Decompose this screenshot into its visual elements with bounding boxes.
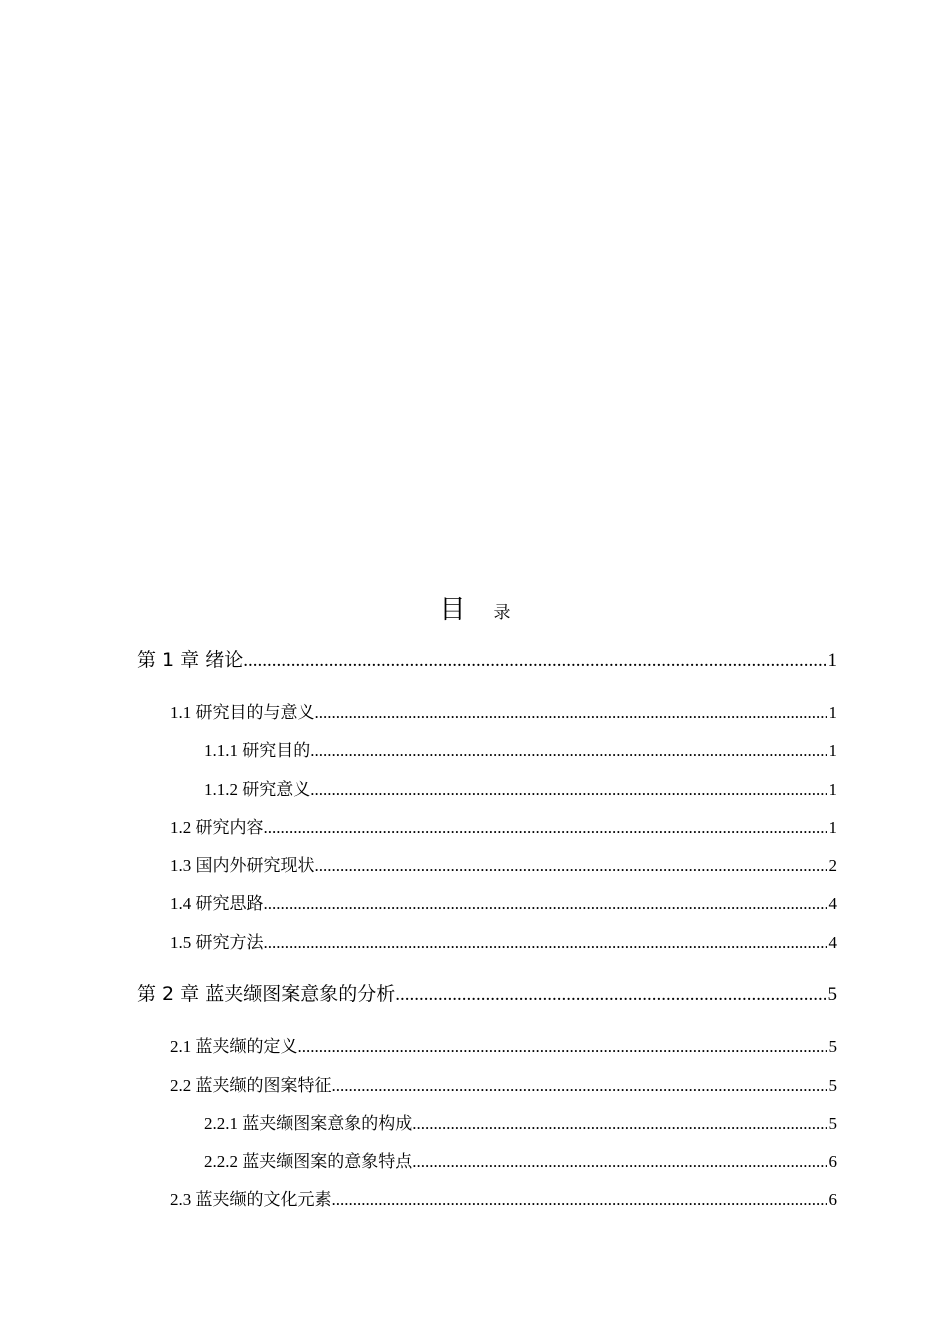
toc-entry-page: 5 bbox=[828, 1114, 837, 1133]
dot-leader bbox=[264, 892, 827, 916]
toc-entry-page: 1 bbox=[828, 780, 837, 799]
toc-entry-label: 1.1 研究目的与意义 bbox=[170, 703, 315, 722]
dot-leader bbox=[264, 816, 827, 840]
toc-entry-page: 6 bbox=[828, 1152, 837, 1171]
toc-entry-1-1-2[interactable] bbox=[204, 778, 837, 802]
toc-title-main: 目 bbox=[439, 595, 466, 625]
dot-leader bbox=[412, 1150, 826, 1174]
toc-entry-label: 2.2.2 蓝夹缬图案的意象特点 bbox=[204, 1152, 413, 1171]
toc-title bbox=[0, 590, 950, 633]
toc-entry-label: 2.2.1 蓝夹缬图案意象的构成 bbox=[204, 1114, 413, 1133]
toc-entry-page: 5 bbox=[828, 1037, 837, 1056]
toc-entry-label: 1.3 国内外研究现状 bbox=[170, 856, 315, 875]
toc-entry-page: 4 bbox=[828, 894, 837, 913]
toc-entry-page: 5 bbox=[827, 984, 837, 1005]
toc-entry-label: 1.5 研究方法 bbox=[170, 933, 264, 952]
toc-entry-label: 第 1 章 绪论 bbox=[137, 649, 244, 671]
toc-entry-label: 2.1 蓝夹缬的定义 bbox=[170, 1037, 298, 1056]
toc-entry-label: 2.2 蓝夹缬的图案特征 bbox=[170, 1076, 332, 1095]
dot-leader bbox=[243, 648, 825, 674]
dot-leader bbox=[310, 778, 826, 802]
toc-entry-1-2[interactable] bbox=[170, 816, 837, 840]
dot-leader bbox=[412, 1112, 826, 1136]
toc-entry-2-2[interactable] bbox=[170, 1074, 837, 1098]
toc-entry-page: 5 bbox=[828, 1076, 837, 1095]
toc-entry-page: 1 bbox=[828, 818, 837, 837]
dot-leader bbox=[264, 931, 827, 955]
toc-entry-label: 第 2 章 蓝夹缬图案意象的分析 bbox=[137, 983, 396, 1005]
toc-entry-1-1-1[interactable] bbox=[204, 739, 837, 763]
toc-entry-1-3[interactable] bbox=[170, 854, 837, 878]
toc-entry-chapter-2[interactable] bbox=[137, 981, 837, 1008]
toc-entry-page: 6 bbox=[828, 1190, 837, 1209]
toc-entry-label: 1.1.2 研究意义 bbox=[204, 780, 311, 799]
dot-leader bbox=[332, 1074, 827, 1098]
toc-entry-label: 1.4 研究思路 bbox=[170, 894, 264, 913]
dot-leader bbox=[332, 1188, 827, 1212]
toc-entry-page: 1 bbox=[828, 741, 837, 760]
dot-leader bbox=[315, 701, 827, 725]
toc-entry-label: 1.2 研究内容 bbox=[170, 818, 264, 837]
toc-entry-2-2-2[interactable] bbox=[204, 1150, 837, 1174]
dot-leader bbox=[395, 982, 825, 1008]
toc-entry-page: 1 bbox=[828, 703, 837, 722]
toc-entry-page: 2 bbox=[828, 856, 837, 875]
toc-title-sub: 录 bbox=[493, 603, 511, 623]
toc-entry-1-5[interactable] bbox=[170, 931, 837, 955]
toc-entry-1-1[interactable] bbox=[170, 701, 837, 725]
toc-entry-2-1[interactable] bbox=[170, 1035, 837, 1059]
toc-entry-label: 1.1.1 研究目的 bbox=[204, 741, 311, 760]
toc-entry-1-4[interactable] bbox=[170, 892, 837, 916]
toc-entry-2-2-1[interactable] bbox=[204, 1112, 837, 1136]
toc-entry-page: 4 bbox=[828, 933, 837, 952]
toc-entry-chapter-1[interactable] bbox=[137, 647, 837, 674]
toc-entry-2-3[interactable] bbox=[170, 1188, 837, 1212]
dot-leader bbox=[310, 739, 826, 763]
dot-leader bbox=[315, 854, 827, 878]
toc-entry-page: 1 bbox=[827, 650, 837, 671]
dot-leader bbox=[298, 1035, 827, 1059]
toc-entry-label: 2.3 蓝夹缬的文化元素 bbox=[170, 1190, 332, 1209]
